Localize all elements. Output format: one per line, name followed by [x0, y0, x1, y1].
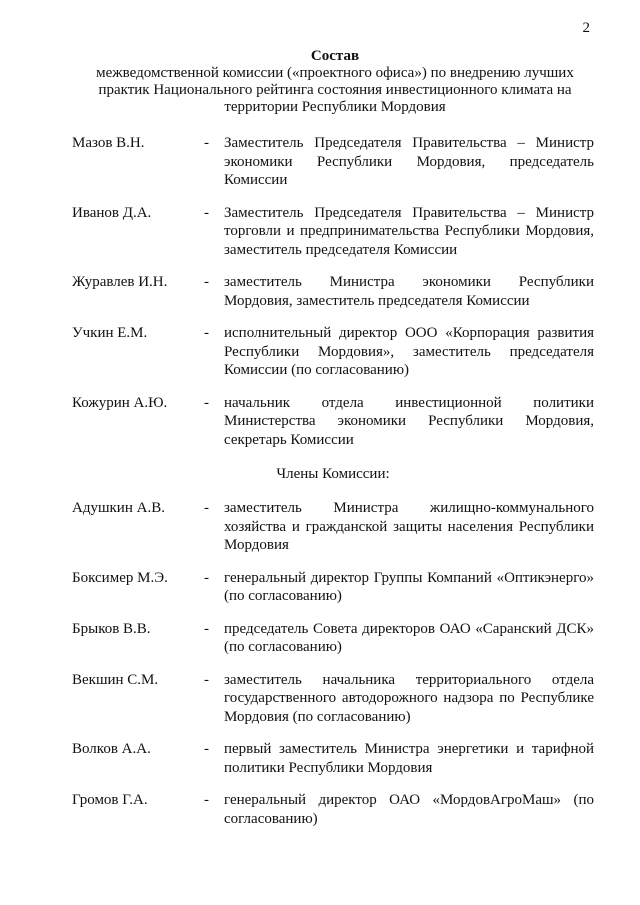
member-role: Заместитель Председателя Правительства – Министр экономики Республики Мордовия, председатель Комиссии [224, 135, 594, 188]
member-name: Учкин Е.М. [72, 325, 148, 341]
member-role: исполнительный директор ООО «Корпорация развития Республики Мордовия», заместитель председателя Комиссии (по согласованию) [224, 325, 594, 378]
member-name: Векшин С.М. [72, 671, 159, 688]
separator-dash: - [204, 274, 209, 290]
member-name: Громов Г.А. [72, 792, 148, 808]
roster-entry [72, 204, 594, 260]
member-name: Волков А.А. [72, 741, 151, 757]
member-name: Иванов Д.А. [72, 204, 152, 221]
member-role: генеральный директор Группы Компаний «Оптикэнерго» (по согласованию) [224, 569, 594, 604]
member-name: Мазов В.Н. [72, 135, 145, 151]
member-role: заместитель Министра экономики Республики Мордовия, заместитель председателя Комиссии [224, 274, 594, 309]
separator-dash: - [204, 569, 209, 586]
member-role: Заместитель Председателя Правительства – Министр торговли и предпринимательства Республики Мордовия, заместитель председателя Комиссии [224, 204, 594, 258]
member-name: Кожурин А.Ю. [72, 394, 168, 411]
separator-dash: - [204, 741, 209, 757]
members-heading: Члены Комиссии: [276, 466, 390, 482]
separator-dash: - [204, 394, 209, 411]
member-name: Боксимер М.Э. [72, 569, 168, 586]
member-role: первый заместитель Министра энергетики и тарифной политики Республики Мордовия [224, 741, 594, 776]
roster-entry [72, 671, 594, 727]
document-title: Состав [310, 48, 360, 64]
member-name: Брыков В.В. [72, 620, 151, 637]
member-name: Адушкин А.В. [72, 500, 165, 516]
member-role: начальник отдела инвестиционной политики Министерства экономики Республики Мордовия, секретарь Комиссии [224, 394, 594, 448]
roster-entry [72, 134, 594, 190]
roster-entry [72, 394, 594, 450]
roster-entry [72, 499, 594, 555]
separator-dash: - [204, 620, 209, 637]
document-subtitle-line: практик Национального рейтинга состояния инвестиционного климата на [98, 82, 572, 98]
commission-roster [72, 134, 594, 828]
separator-dash: - [204, 500, 209, 516]
document-subtitle-line: территории Республики Мордовия [224, 99, 446, 115]
member-role: заместитель Министра жилищно-коммунального хозяйства и гражданской защиты населения Республики Мордовия [224, 500, 594, 553]
member-role: генеральный директор ОАО «МордовАгроМаш» (по согласованию) [224, 792, 594, 827]
separator-dash: - [204, 204, 209, 221]
roster-entry [72, 791, 594, 828]
roster-entry [72, 740, 594, 777]
roster-entry [72, 324, 594, 380]
member-role: заместитель начальника территориального отдела государственного автодорожного надзора по Республике Мордовия (по согласованию) [224, 671, 594, 725]
separator-dash: - [204, 325, 209, 341]
separator-dash: - [204, 671, 209, 688]
roster-entry [72, 620, 594, 657]
member-role: председатель Совета директоров ОАО «Саранский ДСК» (по согласованию) [224, 620, 594, 655]
document-header [70, 48, 600, 116]
separator-dash: - [204, 135, 209, 151]
separator-dash: - [204, 792, 209, 808]
document-subtitle-line: межведомственной комиссии («проектного офиса») по внедрению лучших [96, 65, 574, 81]
roster-entry [72, 273, 594, 310]
roster-entry [72, 569, 594, 606]
member-name: Журавлев И.Н. [72, 274, 168, 290]
page-number: 2 [582, 20, 590, 36]
